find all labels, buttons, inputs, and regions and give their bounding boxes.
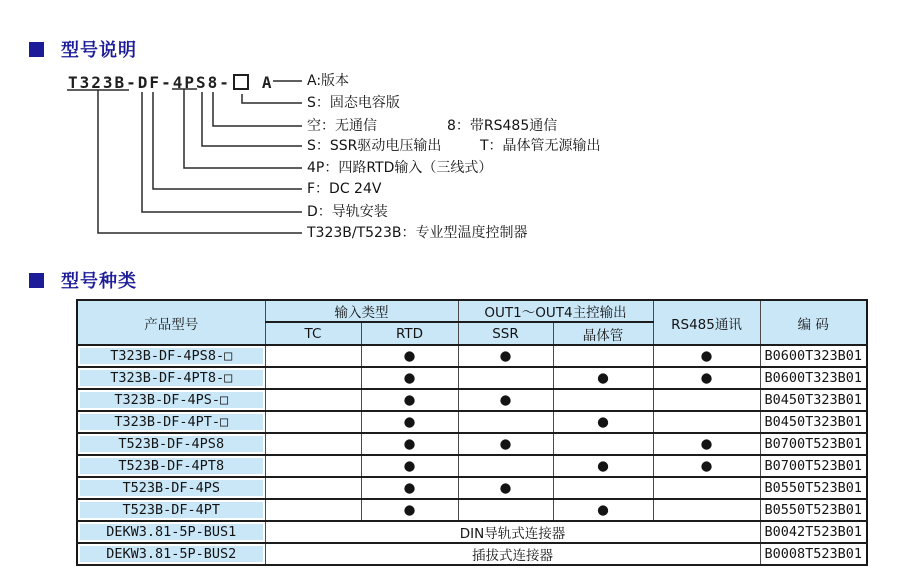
col-header-product-model: 产品型号 xyxy=(77,300,265,345)
cell-model: DEKW3.81-5P-BUS2 xyxy=(77,543,265,565)
cell-transistor xyxy=(553,345,653,367)
diagram-label: F：DC 24V xyxy=(307,181,382,197)
cell-rs485: ● xyxy=(653,455,760,477)
cell-ssr: ● xyxy=(458,433,553,455)
model-code-prefix: T323B-DF-4PS8- xyxy=(68,72,231,92)
cell-ssr xyxy=(458,455,553,477)
table-row xyxy=(77,499,867,521)
cell-tc xyxy=(265,411,361,433)
cell-model: T323B-DF-4PT8-□ xyxy=(77,367,265,389)
cell-rtd: ● xyxy=(361,345,458,367)
cell-transistor xyxy=(553,477,653,499)
cell-rs485 xyxy=(653,477,760,499)
table-row xyxy=(77,389,867,411)
cell-code: B0550T523B01 xyxy=(760,499,867,521)
col-header-out-group: OUT1～OUT4主控输出 xyxy=(458,300,653,322)
cell-ssr xyxy=(458,499,553,521)
cell-rs485 xyxy=(653,389,760,411)
model-types-table xyxy=(76,299,868,566)
diagram-label: 8：带RS485通信 xyxy=(447,118,558,134)
cell-transistor xyxy=(553,433,653,455)
cell-model: DEKW3.81-5P-BUS1 xyxy=(77,521,265,543)
table-row xyxy=(77,543,867,565)
model-code-line xyxy=(68,73,272,91)
cell-rs485: ● xyxy=(653,367,760,389)
cell-rtd: ● xyxy=(361,411,458,433)
cell-rs485: ● xyxy=(653,433,760,455)
cell-transistor: ● xyxy=(553,499,653,521)
cell-rtd: ● xyxy=(361,499,458,521)
cell-code: B0450T323B01 xyxy=(760,389,867,411)
model-code-diagram xyxy=(0,70,900,255)
blue-square-bullet-icon xyxy=(29,42,44,57)
col-header-transistor: 晶体管 xyxy=(553,322,653,345)
diagram-label: D：导轨安装 xyxy=(307,204,388,220)
cell-rtd: ● xyxy=(361,477,458,499)
table-row xyxy=(77,455,867,477)
cell-tc xyxy=(265,389,361,411)
cell-connector-type: 插拔式连接器 xyxy=(265,543,760,565)
cell-tc xyxy=(265,477,361,499)
cell-transistor: ● xyxy=(553,411,653,433)
table-header-row-1 xyxy=(77,300,867,322)
diagram-label: 4P：四路RTD输入（三线式） xyxy=(307,160,493,176)
cell-connector-type: DIN导轨式连接器 xyxy=(265,521,760,543)
diagram-label: T：晶体管无源输出 xyxy=(480,138,601,154)
model-code-version: A xyxy=(261,72,272,92)
section-title: 型号说明 xyxy=(61,40,137,61)
diagram-label: A:版本 xyxy=(307,73,350,89)
cell-model: T523B-DF-4PS8 xyxy=(77,433,265,455)
cell-tc xyxy=(265,499,361,521)
cell-code: B0008T523B01 xyxy=(760,543,867,565)
table-row xyxy=(77,521,867,543)
cell-model: T323B-DF-4PS-□ xyxy=(77,389,265,411)
cell-ssr xyxy=(458,367,553,389)
blue-square-bullet-icon xyxy=(29,273,44,288)
col-header-rs485: RS485通讯 xyxy=(653,300,760,345)
cell-rtd: ● xyxy=(361,433,458,455)
col-header-tc: TC xyxy=(265,322,361,345)
cell-rs485 xyxy=(653,411,760,433)
diagram-label: 空：无通信 xyxy=(307,118,377,134)
table-row xyxy=(77,345,867,367)
cell-rtd: ● xyxy=(361,389,458,411)
cell-ssr xyxy=(458,411,553,433)
cell-tc xyxy=(265,345,361,367)
cell-rtd: ● xyxy=(361,455,458,477)
cell-transistor xyxy=(553,389,653,411)
cell-ssr: ● xyxy=(458,345,553,367)
cell-model: T523B-DF-4PS xyxy=(77,477,265,499)
cell-rs485: ● xyxy=(653,345,760,367)
cell-model: T323B-DF-4PS8-□ xyxy=(77,345,265,367)
cell-code: B0042T523B01 xyxy=(760,521,867,543)
table-row xyxy=(77,411,867,433)
col-header-rtd: RTD xyxy=(361,322,458,345)
cell-model: T323B-DF-4PT-□ xyxy=(77,411,265,433)
cell-ssr: ● xyxy=(458,477,553,499)
col-header-code: 编 码 xyxy=(760,300,867,345)
cell-model: T523B-DF-4PT8 xyxy=(77,455,265,477)
cell-code: B0450T323B01 xyxy=(760,411,867,433)
cell-code: B0700T523B01 xyxy=(760,455,867,477)
table-row xyxy=(77,477,867,499)
cell-code: B0550T523B01 xyxy=(760,477,867,499)
cell-code: B0700T523B01 xyxy=(760,433,867,455)
cell-tc xyxy=(265,367,361,389)
section-title: 型号种类 xyxy=(61,271,137,292)
section-model-description-header xyxy=(29,36,137,62)
table-row xyxy=(77,367,867,389)
cell-transistor: ● xyxy=(553,367,653,389)
diagram-label: S：固态电容版 xyxy=(307,95,400,111)
cell-model: T523B-DF-4PT xyxy=(77,499,265,521)
diagram-label: T323B/T523B：专业型温度控制器 xyxy=(307,225,528,241)
diagram-label: S：SSR驱动电压输出 xyxy=(307,138,442,154)
cell-tc xyxy=(265,433,361,455)
cell-rtd: ● xyxy=(361,367,458,389)
cell-ssr: ● xyxy=(458,389,553,411)
col-header-input-type: 输入类型 xyxy=(265,300,458,322)
col-header-ssr: SSR xyxy=(458,322,553,345)
cell-transistor: ● xyxy=(553,455,653,477)
cell-code: B0600T323B01 xyxy=(760,367,867,389)
cell-rs485 xyxy=(653,499,760,521)
cell-tc xyxy=(265,455,361,477)
table-row xyxy=(77,433,867,455)
section-model-types-header xyxy=(29,267,137,293)
placeholder-square-icon xyxy=(233,74,249,90)
cell-code: B0600T323B01 xyxy=(760,345,867,367)
